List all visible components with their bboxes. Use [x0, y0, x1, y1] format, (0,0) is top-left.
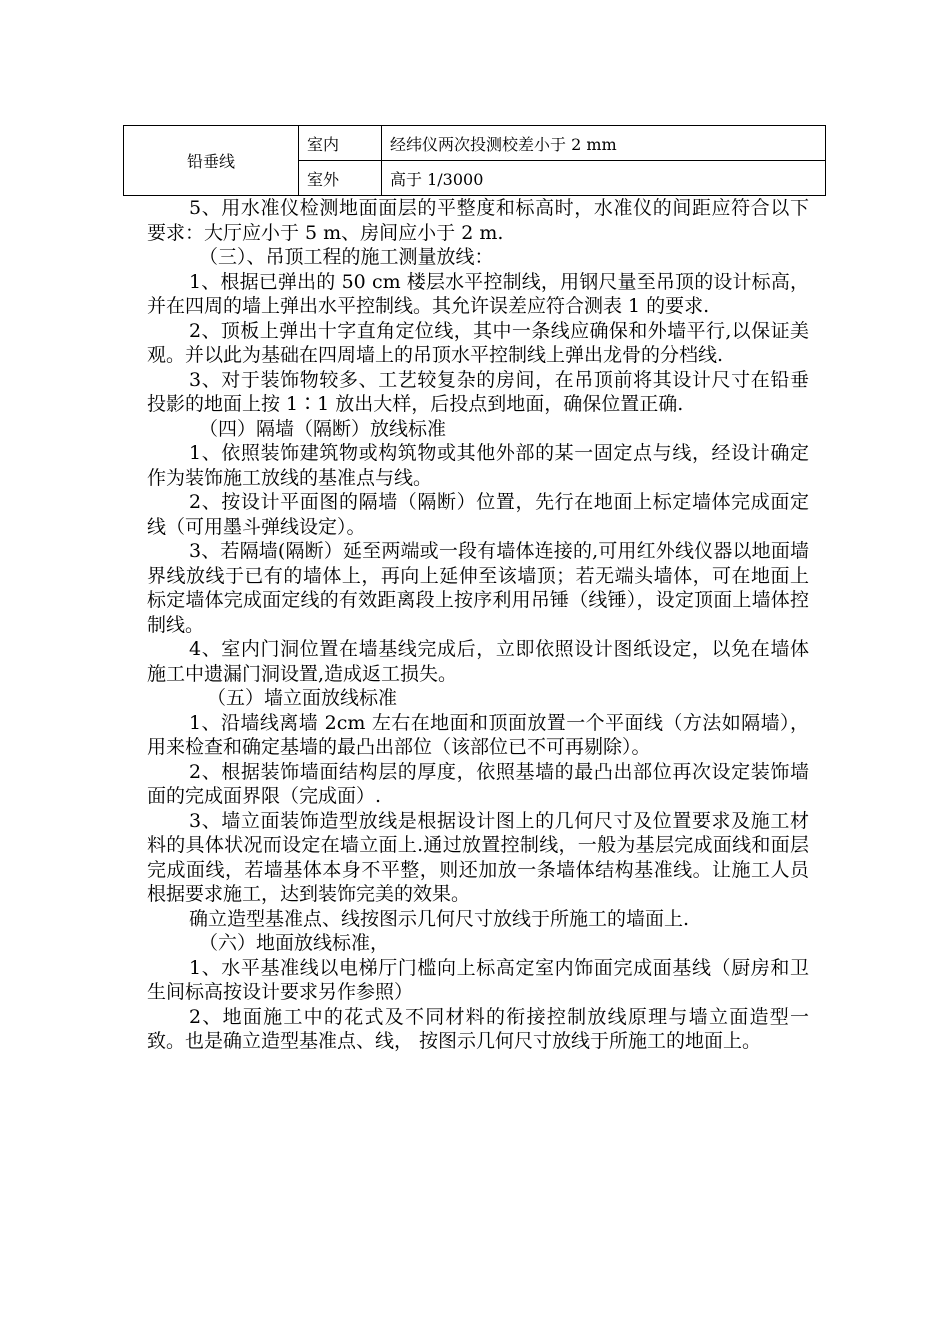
document-body: [147, 196, 809, 1054]
paragraph: 1、依照装饰建筑物或构筑物或其他外部的某一固定点与线，经设计确定作为装饰施工放线的基准点与线。: [147, 442, 809, 489]
paragraph: 3、对于装饰物较多、工艺较复杂的房间，在吊顶前将其设计尺寸在铅垂投影的地面上按 1∶1 放出大样，后投点到地面，确保位置正确.: [147, 368, 809, 415]
section-heading: （三）、吊顶工程的施工测量放线：: [199, 246, 494, 268]
paragraph: 1、水平基准线以电梯厅门槛向上标高定室内饰面完成面基线（厨房和卫生间标高按设计要求另作参照）: [147, 956, 809, 1003]
paragraph: 2、顶板上弹出十字直角定位线，其中一条线应确保和外墙平行,以保证美观。并以此为基础在四周墙上的吊顶水平控制线上弹出龙骨的分档线.: [147, 319, 809, 366]
paragraph: 2、按设计平面图的隔墙（隔断）位置，先行在地面上标定墙体完成面定线（可用墨斗弹线设定）。: [147, 491, 809, 538]
paragraph: 1、根据已弹出的 50 cm 楼层水平控制线，用钢尺量至吊顶的设计标高，并在四周的墙上弹出水平控制线。其允许误差应符合测表 1 的要求.: [147, 270, 809, 317]
location-cell: 室外: [299, 161, 382, 196]
paragraph: 2、地面施工中的花式及不同材料的衔接控制放线原理与墙立面造型一致。也是确立造型基准点、线， 按图示几何尺寸放线于所施工的地面上。: [147, 1005, 809, 1052]
row-label-cell: 铅垂线: [124, 126, 299, 196]
paragraph: 5、用水准仪检测地面面层的平整度和标高时，水准仪的间距应符合以下要求：大厅应小于 5 m、房间应小于 2 m.: [147, 197, 809, 244]
requirement-cell: 经纬仪两次投测校差小于 2 mm: [382, 126, 826, 161]
section-heading: （五）墙立面放线标准: [207, 687, 398, 709]
tolerance-table: [123, 125, 826, 196]
table-row: [124, 126, 826, 161]
paragraph: 3、墙立面装饰造型放线是根据设计图上的几何尺寸及位置要求及施工材料的具体状况而设定在墙立面上.通过放置控制线，一般为基层完成面线和面层完成面线，若墙基体本身不平整，则还加放一条墙体结构基准线。让施工人员根据要求施工，达到装饰完美的效果。: [147, 809, 809, 905]
section-heading: （四）隔墙（隔断）放线标准: [199, 417, 447, 440]
location-cell: 室内: [299, 126, 382, 161]
section-heading: （六）地面放线标准，: [199, 932, 390, 954]
paragraph: 1、沿墙线离墙 2cm 左右在地面和顶面放置一个平面线（方法如隔墙），用来检查和确定基墙的最凸出部位（该部位已不可再剔除）。: [147, 711, 809, 758]
requirement-cell: 高于 1/3000: [382, 161, 826, 196]
paragraph: 确立造型基准点、线按图示几何尺寸放线于所施工的墙面上.: [189, 907, 690, 930]
paragraph: 4、室内门洞位置在墙基线完成后，立即依照设计图纸设定，以免在墙体施工中遗漏门洞设置,造成返工损失。: [147, 638, 809, 685]
paragraph: 2、根据装饰墙面结构层的厚度，依照基墙的最凸出部位再次设定装饰墙面的完成面界限（完成面）.: [147, 760, 809, 807]
paragraph: 3、若隔墙(隔断）延至两端或一段有墙体连接的,可用红外线仪器以地面墙界线放线于已有的墙体上，再向上延伸至该墙顶；若无端头墙体，可在地面上标定墙体完成面定线的有效距离段上按序利用吊锤（线锤），设定顶面上墙体控制线。: [147, 540, 809, 636]
